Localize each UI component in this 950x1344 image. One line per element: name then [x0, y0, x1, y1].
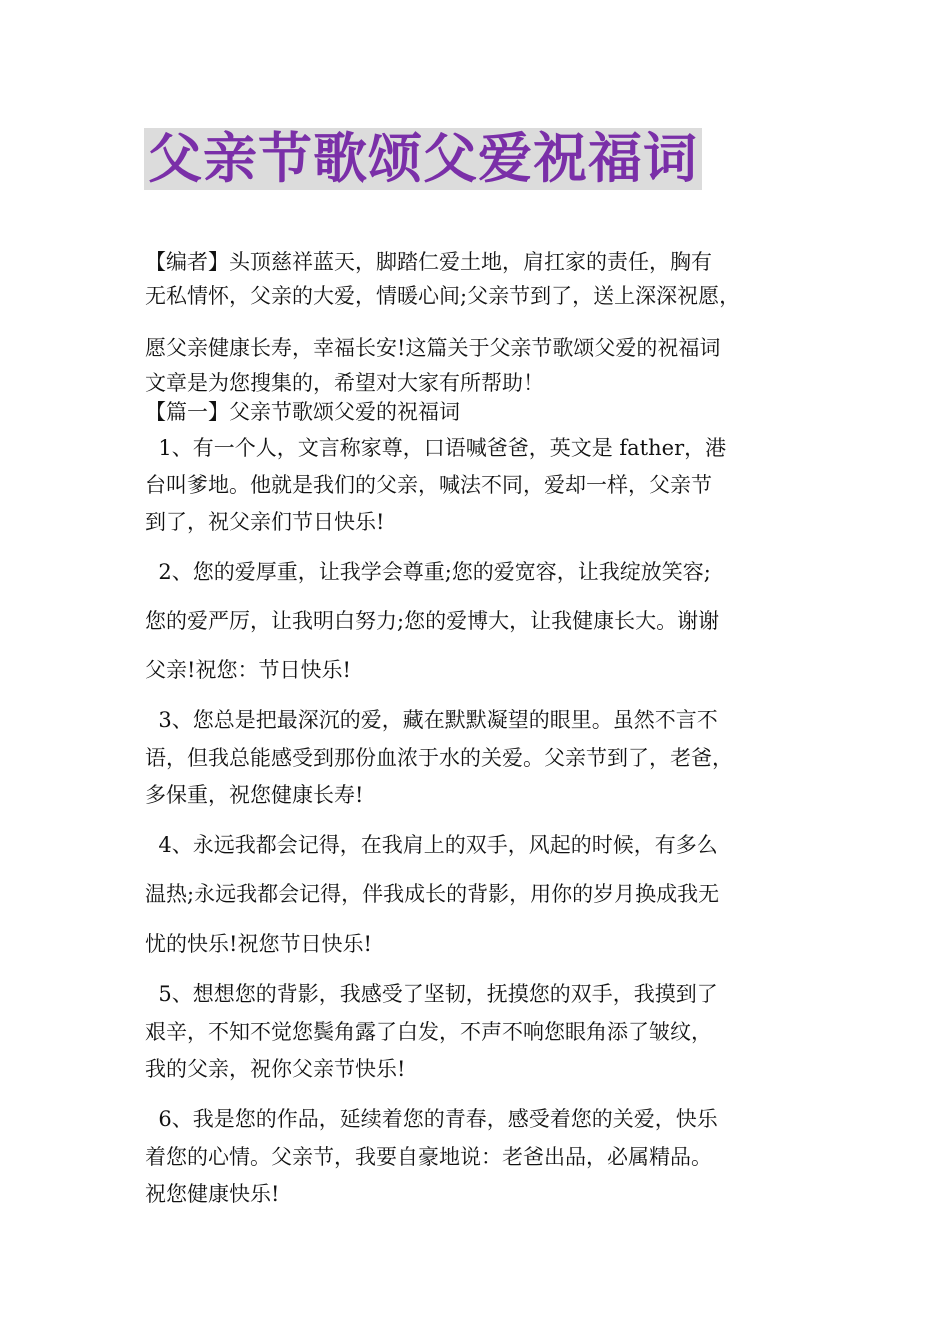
- section-heading: 【篇一】父亲节歌颂父爱的祝福词: [145, 400, 460, 424]
- body-line: 文章是为您搜集的，希望对大家有所帮助！: [145, 371, 544, 395]
- body-line: 无私情怀，父亲的大爱，情暖心间;父亲节到了，送上深深祝愿，: [145, 284, 741, 308]
- body-line: 您的爱严厉，让我明白努力;您的爱博大，让我健康长大。谢谢: [145, 609, 720, 633]
- body-line: 【编者】头顶慈祥蓝天，脚踏仁爱土地，肩扛家的责任，胸有: [145, 250, 712, 274]
- body-line: 4、永远我都会记得，在我肩上的双手，风起的时候，有多么: [145, 833, 718, 857]
- body-line: 语，但我总能感受到那份血浓于水的关爱。父亲节到了，老爸，: [145, 746, 733, 770]
- body-line: 祝您健康快乐!: [145, 1182, 280, 1206]
- body-line: 台叫爹地。他就是我们的父亲，喊法不同，爱却一样，父亲节: [145, 473, 712, 497]
- body-line: 3、您总是把最深沉的爱，藏在默默凝望的眼里。虽然不言不: [145, 708, 718, 732]
- body-line: 2、您的爱厚重，让我学会尊重;您的爱宽容，让我绽放笑容;: [145, 560, 711, 584]
- body-line: 父亲!祝您：节日快乐!: [145, 658, 351, 682]
- body-line: 我的父亲，祝你父亲节快乐!: [145, 1057, 406, 1081]
- body-line: 愿父亲健康长寿，幸福长安!这篇关于父亲节歌颂父爱的祝福词: [145, 336, 721, 360]
- body-line: 着您的心情。父亲节，我要自豪地说：老爸出品，必属精品。: [145, 1145, 712, 1169]
- body-line: 5、想想您的背影，我感受了坚韧，抚摸您的双手，我摸到了: [145, 982, 718, 1006]
- body-line: 6、我是您的作品，延续着您的青春，感受着您的关爱，快乐: [145, 1107, 718, 1131]
- body-line: 多保重，祝您健康长寿!: [145, 783, 364, 807]
- document-title: 父亲节歌颂父爱祝福词: [144, 128, 702, 190]
- body-line: 温热;永远我都会记得，伴我成长的背影，用你的岁月换成我无: [145, 882, 720, 906]
- body-line: 忧的快乐!祝您节日快乐!: [145, 932, 372, 956]
- body-line: 艰辛，不知不觉您鬓角露了白发，不声不响您眼角添了皱纹，: [145, 1020, 712, 1044]
- body-line: 1、有一个人，文言称家尊，口语喊爸爸，英文是 father，港: [145, 436, 727, 460]
- body-line: 到了，祝父亲们节日快乐!: [145, 510, 385, 534]
